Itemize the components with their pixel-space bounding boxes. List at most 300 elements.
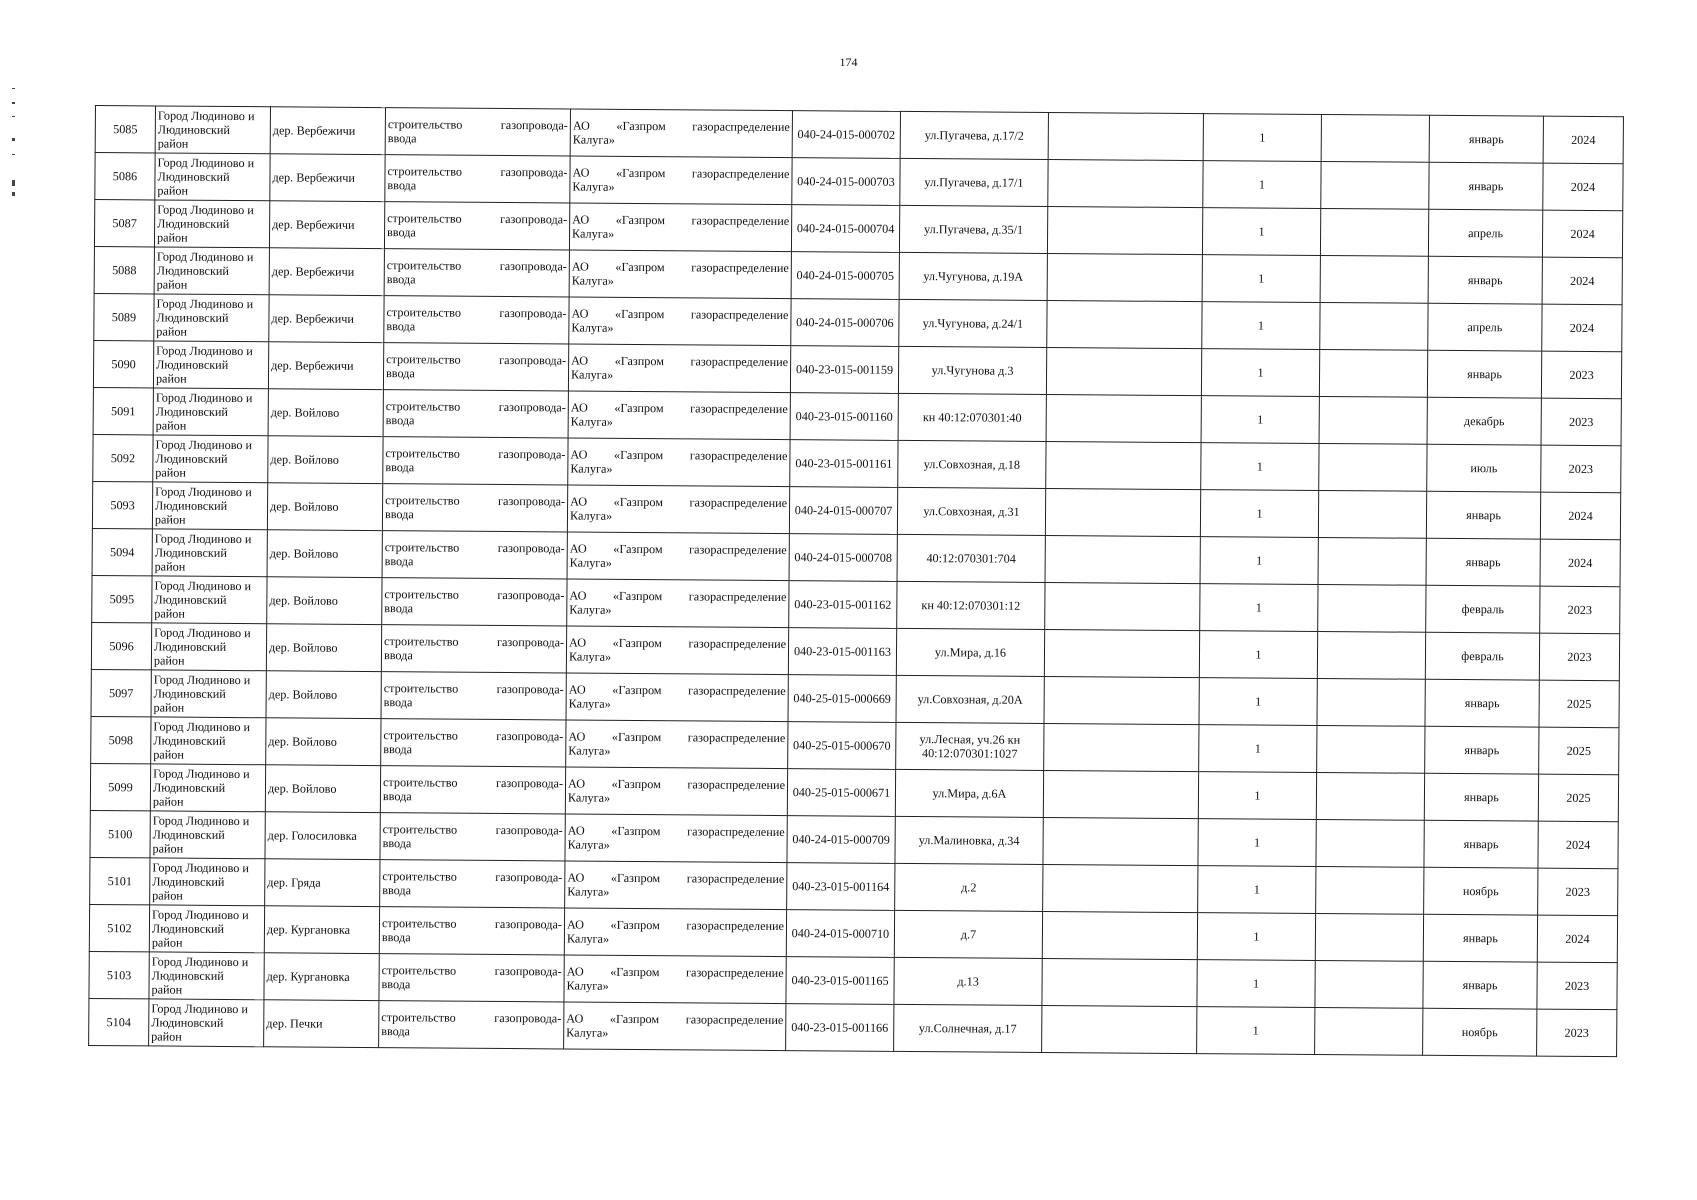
settlement-cell (266, 671, 381, 719)
quantity-cell (1199, 678, 1317, 726)
municipality-text-1: Город Людиново и (153, 766, 250, 782)
empty-cell (1318, 584, 1426, 632)
year-cell (1540, 539, 1620, 587)
municipality-text-1: Город Людиново и (155, 437, 253, 453)
municipality-line-3: район (151, 1029, 182, 1044)
municipality-cell (154, 294, 269, 342)
organization-word-1: АО (571, 353, 589, 368)
organization-line-2: Калуга» (568, 649, 612, 664)
organization-cell (569, 297, 791, 346)
work-type-line-1 (387, 211, 567, 226)
address-cell (899, 205, 1047, 253)
municipality-line-2: Людиновский (157, 216, 230, 231)
address-cell (900, 111, 1048, 159)
empty-cell (1315, 960, 1423, 1008)
quantity-cell (1202, 302, 1320, 350)
work-type-line-2: ввода (382, 883, 412, 898)
organization-word-2: «Газпром (610, 870, 661, 886)
empty-cell (1042, 958, 1197, 1006)
address-cell (897, 581, 1045, 629)
municipality-line-3: район (153, 653, 185, 668)
empty-cell (1321, 161, 1429, 209)
municipality-line-1 (155, 531, 265, 546)
work-type-line-2: ввода (385, 460, 415, 475)
work-type-word-2: газопровода- (494, 916, 563, 932)
table-row (89, 998, 1617, 1056)
work-type-line-2: ввода (383, 648, 413, 663)
registry-table (88, 105, 1624, 1057)
municipality-line-2: Людиновский (151, 921, 225, 936)
quantity-cell (1202, 208, 1320, 256)
row-number-cell (94, 293, 154, 340)
empty-cell (1320, 302, 1428, 350)
municipality-line-1 (152, 860, 262, 875)
year: 2023 (1569, 367, 1594, 382)
empty-cell (1045, 488, 1200, 536)
year: 2023 (1564, 1025, 1589, 1040)
organization-word-2: «Газпром (614, 353, 665, 369)
organization-cell (565, 767, 787, 816)
empty-cell (1044, 676, 1199, 724)
municipality-line-2: Людиновский (155, 404, 228, 419)
municipality-text-1: Город Людиново и (152, 907, 249, 923)
row-number-cell (94, 200, 154, 247)
work-type-line-1 (383, 775, 563, 790)
work-type-word-2: газопровода- (496, 634, 565, 650)
settlement-cell (270, 107, 385, 155)
settlement: дер. Кургановка (266, 922, 351, 937)
organization-line-2: Калуга» (566, 931, 610, 946)
work-type-line-2: ввода (387, 131, 417, 146)
settlement: дер. Войлово (270, 499, 339, 514)
organization-cell (568, 391, 790, 440)
municipality-line-1 (157, 202, 267, 217)
row-number: 5098 (108, 733, 134, 748)
work-type-word-1: строительство (382, 869, 457, 884)
municipality-line-2: Людиновский (152, 874, 225, 889)
year-cell (1538, 821, 1618, 869)
municipality-line-1 (153, 766, 263, 781)
municipality-cell (153, 341, 268, 389)
organization-cell (567, 485, 789, 534)
empty-cell (1043, 864, 1198, 912)
year: 2024 (1570, 273, 1595, 288)
month: январь (1466, 508, 1501, 523)
work-type-word-2: газопровода- (495, 775, 564, 791)
work-type-word-2: газопровода- (497, 540, 565, 556)
organization-word-2: «Газпром (615, 212, 666, 228)
code-cell (791, 252, 899, 300)
row-number: 5085 (113, 122, 138, 137)
month-cell (1429, 115, 1543, 163)
work-type-line-1 (384, 587, 564, 602)
work-type-line-1 (384, 681, 564, 696)
organization-line-2: Калуга» (572, 179, 615, 194)
empty-cell (1046, 441, 1201, 489)
work-type-line-2: ввода (386, 272, 416, 287)
empty-cell (1047, 206, 1202, 254)
quantity: 1 (1256, 506, 1263, 521)
empty-cell (1319, 443, 1427, 491)
year: 2023 (1568, 461, 1594, 476)
municipality-line-2: Людиновский (155, 498, 228, 513)
empty-cell (1042, 1005, 1197, 1053)
organization-word-1: АО (570, 447, 588, 462)
organization-word-3: газораспределение (689, 448, 788, 464)
month-cell (1423, 961, 1537, 1009)
row-number-cell (91, 622, 151, 669)
settlement: дер. Гряда (267, 875, 321, 890)
empty-cell (1316, 772, 1424, 820)
organization-word-1: АО (567, 870, 585, 885)
municipality-line-3: район (152, 888, 183, 903)
empty-cell (1046, 394, 1201, 442)
scan-marks (12, 80, 18, 210)
settlement: дер. Вербежичи (272, 170, 356, 185)
settlement: дер. Голосиловка (267, 828, 357, 843)
address: д.2 (961, 880, 977, 895)
month-cell (1426, 491, 1540, 539)
work-type-cell (385, 155, 570, 203)
organization-word-2: «Газпром (611, 776, 661, 792)
work-type-word-2: газопровода- (494, 963, 562, 979)
work-type-cell (382, 531, 567, 579)
settlement-cell (266, 718, 381, 766)
quantity-cell (1198, 772, 1316, 820)
organization-word-2: «Газпром (610, 917, 660, 933)
row-number: 5087 (112, 216, 137, 231)
year: 2023 (1564, 978, 1590, 993)
empty-cell (1321, 114, 1429, 162)
quantity-cell (1197, 960, 1315, 1008)
municipality-line-1 (155, 437, 265, 452)
organization-cell (568, 344, 790, 393)
empty-cell (1044, 723, 1199, 771)
settlement: дер. Вербежичи (271, 264, 355, 279)
address-cell (897, 487, 1045, 535)
month-cell (1425, 632, 1539, 680)
row-number-cell (92, 528, 152, 575)
municipality-line-2: Людиновский (153, 733, 226, 748)
work-type-word-2: газопровода- (498, 446, 566, 462)
municipality-line-2: Людиновский (153, 639, 227, 654)
month: декабрь (1463, 414, 1505, 429)
municipality-line-1 (155, 484, 265, 499)
month: январь (1465, 555, 1501, 570)
work-type-word-2: газопровода- (496, 681, 564, 697)
address-cell (894, 910, 1042, 958)
address-cell (898, 346, 1046, 394)
municipality-line-3: район (157, 136, 189, 151)
work-type-line-1 (384, 634, 564, 649)
organization-cell (569, 203, 791, 252)
quantity-cell (1201, 349, 1319, 397)
row-number-cell (92, 481, 152, 528)
registration-code: 040-23-015-001164 (792, 879, 890, 894)
work-type-cell (384, 202, 569, 250)
settlement: дер. Войлово (270, 405, 340, 420)
organization-word-1: АО (568, 682, 586, 697)
work-type-word-2: газопровода- (494, 1010, 562, 1026)
row-number-cell (93, 387, 153, 434)
work-type-line-1 (387, 164, 567, 179)
row-number-cell (91, 669, 151, 716)
organization-word-3: газораспределение (688, 636, 787, 652)
quantity-cell (1203, 161, 1321, 209)
address-cell (895, 769, 1043, 817)
row-number-cell (90, 810, 150, 857)
organization-cell (567, 579, 789, 628)
work-type-word-1: строительство (387, 211, 462, 226)
registration-code: 040-24-015-000703 (797, 174, 895, 189)
work-type-line-1 (382, 916, 562, 931)
year-cell (1539, 633, 1619, 681)
work-type-word-2: газопровода- (499, 305, 567, 321)
month: февраль (1461, 602, 1505, 617)
year: 2024 (1565, 931, 1590, 946)
year-cell (1537, 1009, 1617, 1057)
organization-cell (565, 814, 787, 863)
address-cell (895, 816, 1043, 864)
municipality-line-2: Людиновский (156, 263, 229, 278)
address-cell (899, 252, 1047, 300)
row-number-cell (89, 998, 149, 1045)
municipality-cell (154, 247, 269, 295)
quantity: 1 (1257, 412, 1264, 427)
work-type-line-1 (385, 540, 565, 555)
municipality-cell (150, 811, 265, 859)
organization-word-3: газораспределение (686, 871, 785, 887)
organization-line-2: Калуга» (571, 320, 614, 335)
quantity: 1 (1258, 224, 1265, 239)
municipality-text-1: Город Людиново и (151, 954, 249, 970)
work-type-cell (380, 813, 565, 861)
year: 2024 (1570, 179, 1596, 194)
code-cell (792, 158, 900, 206)
row-number: 5099 (108, 780, 133, 795)
municipality-line-1 (157, 249, 267, 264)
quantity-cell (1203, 114, 1321, 162)
registration-code: 040-24-015-000710 (791, 926, 890, 941)
settlement-cell (267, 577, 382, 625)
municipality-text-1: Город Людиново и (151, 1001, 249, 1017)
registration-code: 040-23-015-001162 (794, 597, 892, 612)
work-type-line-1 (382, 869, 562, 884)
row-number: 5100 (107, 827, 133, 842)
municipality-line-2: Людиновский (154, 545, 227, 560)
organization-word-2: «Газпром (612, 588, 663, 604)
quantity: 1 (1257, 318, 1265, 333)
empty-cell (1316, 819, 1424, 867)
year-cell (1541, 351, 1621, 399)
settlement: дер. Печки (266, 1016, 323, 1031)
work-type-word-2: газопровода- (500, 211, 568, 227)
work-type-word-1: строительство (387, 117, 463, 132)
empty-cell (1320, 255, 1428, 303)
municipality-cell (149, 905, 264, 953)
work-type-word-2: газопровода- (495, 869, 563, 885)
settlement: дер. Войлово (270, 452, 339, 467)
organization-word-1: АО (569, 541, 587, 556)
organization-word-3: газораспределение (691, 166, 790, 182)
municipality-cell (151, 670, 266, 718)
settlement-cell (265, 812, 380, 860)
address: ул.Чугунова, д.24/1 (922, 316, 1024, 331)
quantity-cell (1197, 913, 1315, 961)
settlement: дер. Вербежичи (271, 311, 354, 326)
municipality-text-1: Город Людиново и (155, 390, 253, 406)
organization-word-2: «Газпром (609, 1011, 660, 1027)
work-type-line-2: ввода (385, 366, 415, 381)
work-type-line-2: ввода (387, 225, 416, 240)
page-number: 174 (839, 55, 858, 69)
empty-cell (1047, 253, 1202, 301)
organization-word-3: газораспределение (687, 824, 785, 840)
empty-cell (1316, 866, 1424, 914)
settlement-cell (270, 154, 385, 202)
year: 2025 (1566, 743, 1592, 758)
month-cell (1424, 867, 1538, 915)
code-cell (790, 346, 898, 394)
municipality-cell (149, 952, 264, 1000)
year-cell (1540, 586, 1620, 634)
code-cell (788, 722, 896, 770)
work-type-line-2: ввода (384, 554, 414, 569)
work-type-line-2: ввода (381, 930, 411, 945)
month-cell (1427, 444, 1541, 492)
work-type-word-1: строительство (382, 775, 458, 790)
organization-word-3: газораспределение (691, 260, 789, 276)
row-number-cell (91, 716, 151, 763)
organization-word-1: АО (566, 1011, 584, 1026)
work-type-word-1: строительство (387, 164, 463, 179)
month: январь (1467, 367, 1503, 382)
work-type-word-2: газопровода- (499, 258, 567, 274)
registry-sheet (88, 105, 1624, 1057)
work-type-line-1 (386, 305, 566, 320)
organization-word-3: газораспределение (686, 918, 785, 934)
work-type-cell (381, 719, 566, 767)
municipality-line-3: район (156, 277, 188, 292)
work-type-cell (383, 343, 568, 391)
settlement: дер. Войлово (268, 734, 337, 749)
empty-cell (1047, 300, 1202, 348)
work-type-word-1: строительство (381, 963, 457, 978)
work-type-line-1 (382, 963, 562, 978)
row-number: 5103 (106, 968, 132, 983)
year: 2023 (1567, 602, 1593, 617)
empty-cell (1048, 112, 1203, 160)
municipality-text-1: Город Людиново и (153, 719, 251, 735)
settlement: дер. Войлово (268, 640, 338, 655)
code-cell (788, 675, 896, 723)
organization-line-2: Калуга» (566, 1025, 609, 1040)
organization-line-2: Калуга» (567, 837, 610, 852)
organization-word-3: газораспределение (689, 542, 787, 558)
organization-word-1: АО (569, 588, 587, 603)
municipality-cell (155, 106, 270, 154)
empty-cell (1048, 159, 1203, 207)
quantity: 1 (1253, 929, 1260, 944)
organization-cell (566, 673, 788, 722)
organization-word-3: газораспределение (688, 683, 786, 699)
work-type-cell (381, 672, 566, 720)
year-cell (1537, 915, 1617, 963)
municipality-text-1: Город Людиново и (152, 813, 250, 829)
work-type-word-2: газопровода- (496, 728, 564, 744)
row-number: 5095 (109, 592, 135, 607)
municipality-line-1 (156, 296, 266, 311)
municipality-line-1 (158, 155, 268, 170)
organization-line-2: Калуга» (567, 884, 610, 899)
settlement: дер. Вербежичи (271, 358, 354, 373)
municipality-line-1 (153, 719, 263, 734)
code-cell (787, 769, 895, 817)
row-number: 5089 (111, 310, 137, 325)
work-type-cell (385, 108, 570, 156)
organization-word-1: АО (571, 306, 589, 321)
organization-line-2: Калуга» (572, 132, 615, 147)
municipality-cell (152, 576, 267, 624)
municipality-line-1 (153, 813, 263, 828)
registration-code: 040-24-015-000707 (794, 503, 893, 518)
work-type-word-1: строительство (385, 446, 460, 461)
municipality-text-1: Город Людиново и (154, 625, 251, 641)
year-cell (1542, 304, 1622, 352)
year-cell (1537, 962, 1617, 1010)
organization-cell (567, 532, 789, 581)
year: 2024 (1571, 132, 1596, 147)
municipality-line-1 (158, 108, 268, 123)
organization-line-2: Калуга» (572, 226, 615, 241)
registration-code: 040-23-015-001159 (796, 362, 894, 377)
work-type-word-1: строительство (384, 540, 460, 555)
municipality-cell (152, 482, 267, 530)
year-cell (1539, 680, 1619, 728)
code-cell (789, 581, 897, 629)
settlement-cell (269, 201, 384, 249)
organization-cell (568, 438, 790, 487)
work-type-word-1: строительство (383, 728, 458, 743)
municipality-cell (152, 529, 267, 577)
quantity-cell (1201, 443, 1319, 491)
registration-code: 040-24-015-000709 (792, 832, 890, 847)
empty-cell (1044, 629, 1199, 677)
organization-word-2: «Газпром (610, 964, 660, 980)
month: ноябрь (1462, 884, 1499, 899)
municipality-line-1 (154, 578, 264, 593)
work-type-word-2: газопровода- (498, 493, 566, 509)
organization-word-2: «Газпром (613, 494, 663, 510)
month-cell (1425, 679, 1539, 727)
municipality-line-3: район (153, 700, 185, 715)
month-cell (1429, 162, 1543, 210)
address: д.13 (957, 974, 979, 989)
municipality-text-1: Город Людиново и (153, 672, 251, 688)
municipality-line-2: Людиновский (156, 357, 229, 372)
empty-cell (1319, 349, 1427, 397)
organization-line-2: Калуга» (566, 978, 609, 993)
organization-word-2: «Газпром (616, 118, 666, 134)
work-type-cell (379, 907, 564, 955)
quantity: 1 (1252, 1023, 1259, 1038)
month: апрель (1467, 320, 1503, 335)
row-number: 5091 (111, 404, 136, 419)
organization-word-3: газораспределение (692, 119, 790, 135)
municipality-line-3: район (156, 324, 188, 339)
work-type-cell (380, 860, 565, 908)
row-number: 5093 (110, 498, 135, 513)
